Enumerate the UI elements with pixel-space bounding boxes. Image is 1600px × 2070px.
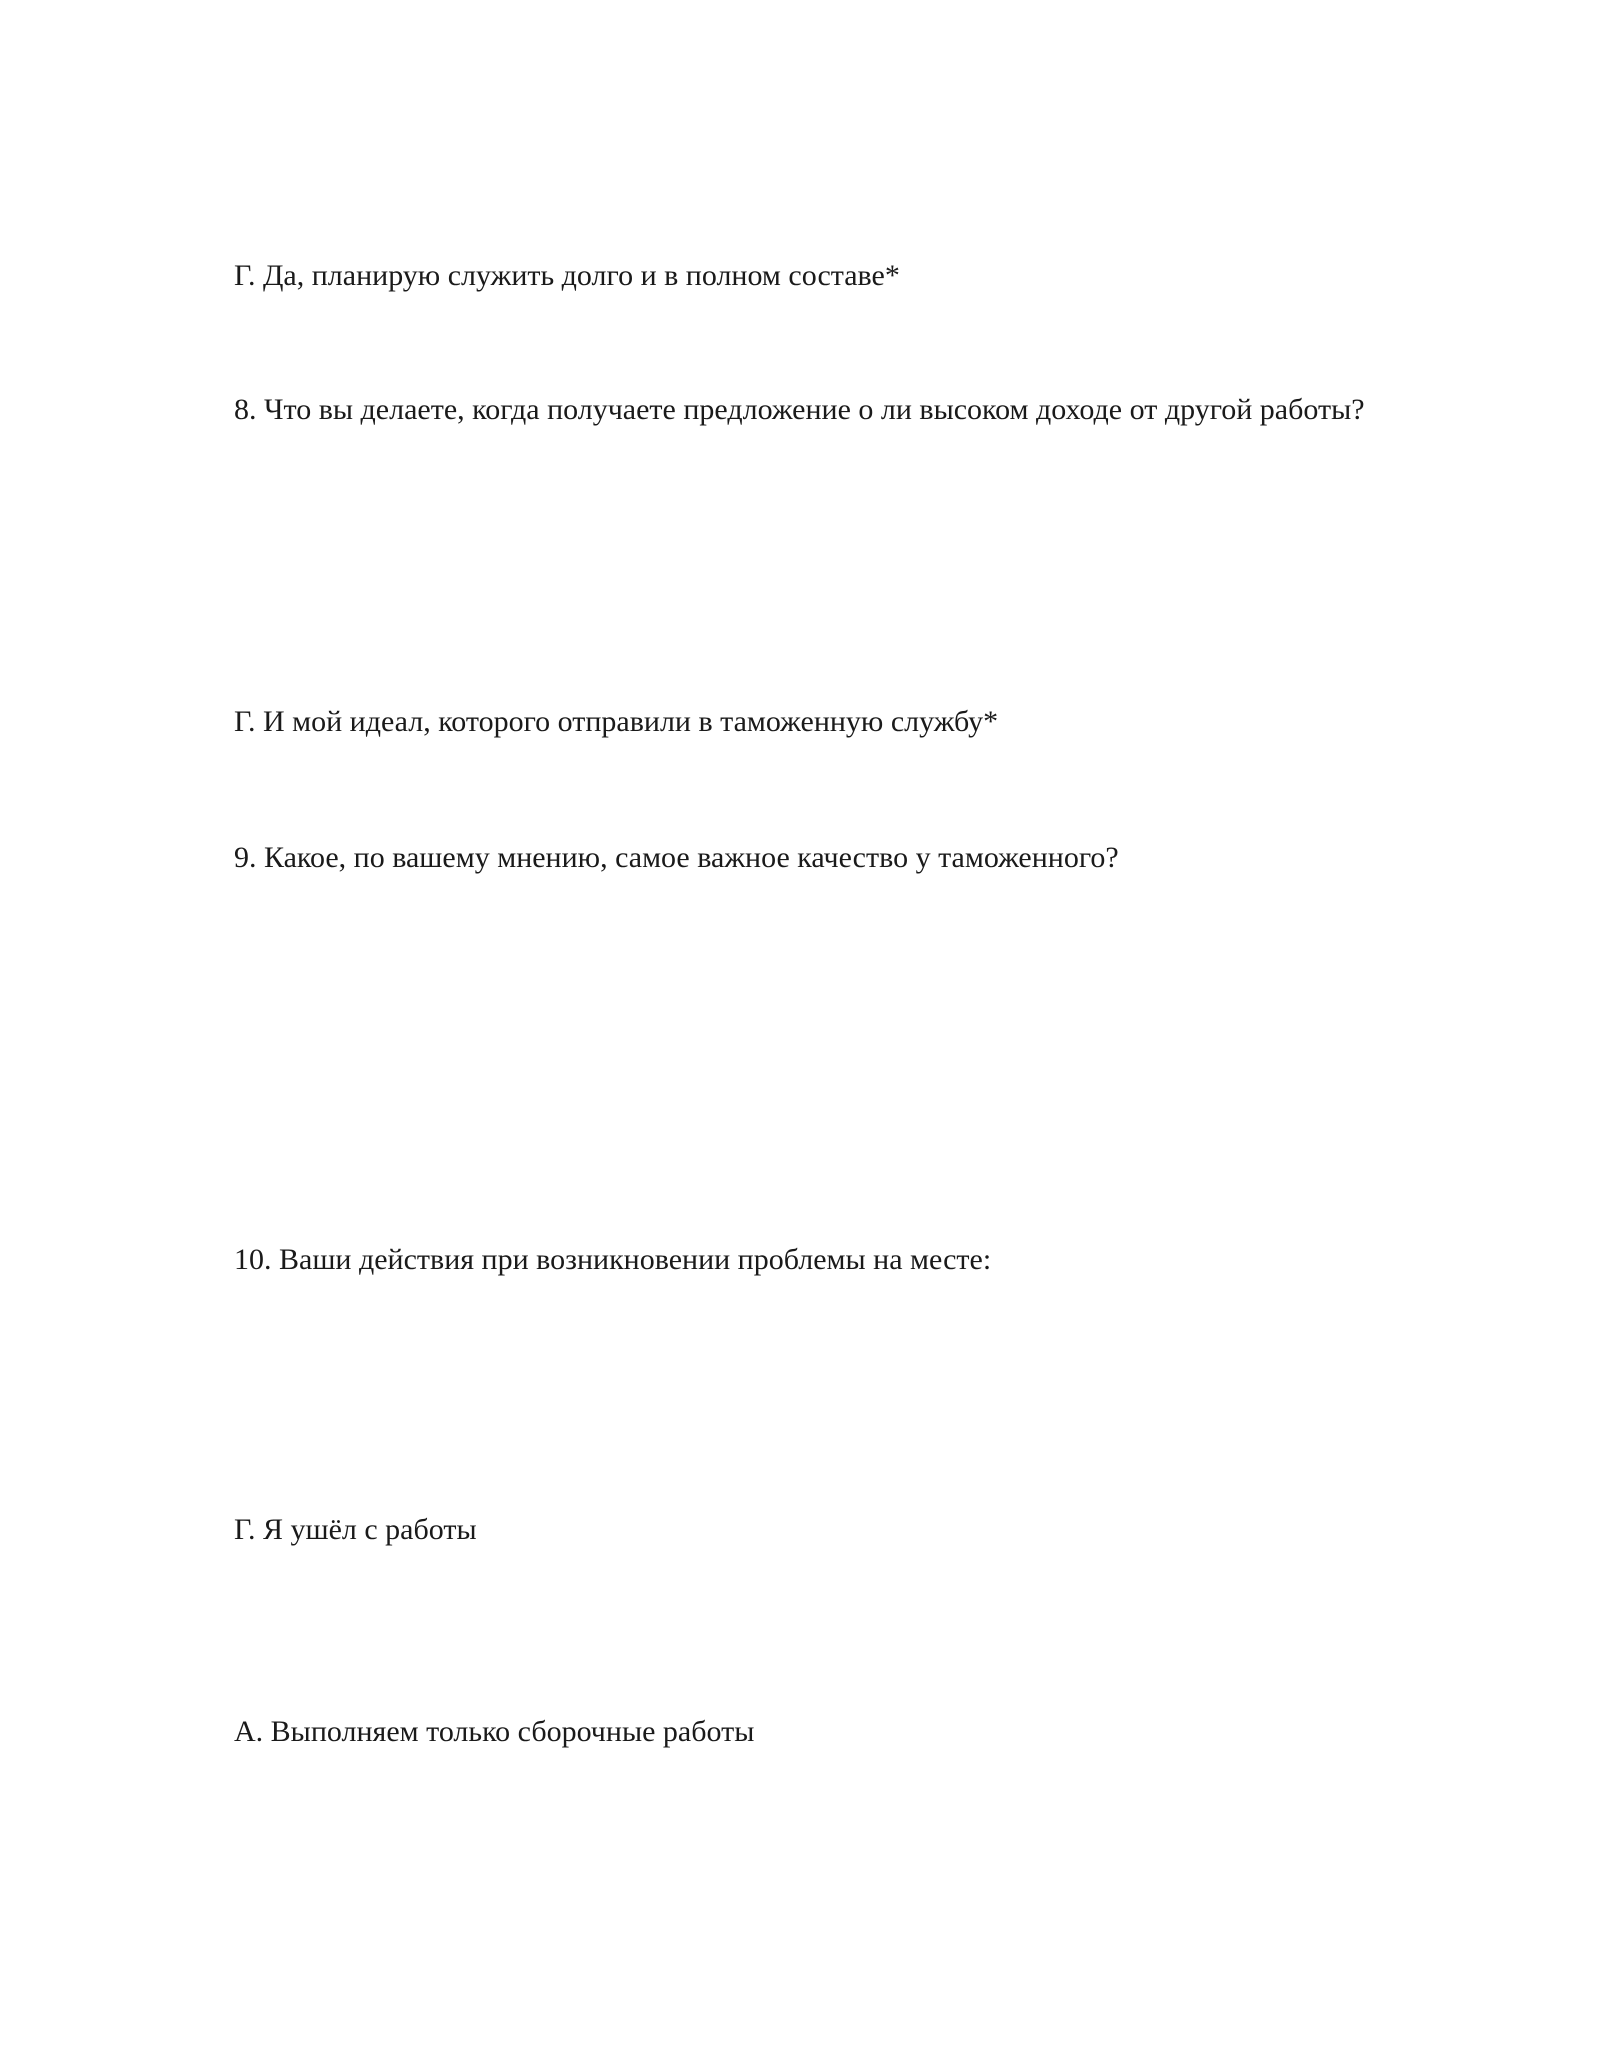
answer-option-a: А. Выполняем только сборочные работы bbox=[234, 1715, 755, 1748]
answer-option-g: Г. Да, планирую служить долго и в полном составе* bbox=[234, 259, 900, 292]
question-10: 10. Ваши действия при возникновении проблемы на месте: bbox=[234, 1243, 992, 1276]
answer-option-g: Г. И мой идеал, которого отправили в таможенную службу* bbox=[234, 705, 999, 738]
answer-option-g: Г. Я ушёл с работы bbox=[234, 1513, 477, 1546]
question-9: 9. Какое, по вашему мнению, самое важное качество у таможенного? bbox=[234, 841, 1119, 874]
question-8: 8. Что вы делаете, когда получаете предложение о ли высоком доходе от другой работы? bbox=[234, 393, 1365, 426]
